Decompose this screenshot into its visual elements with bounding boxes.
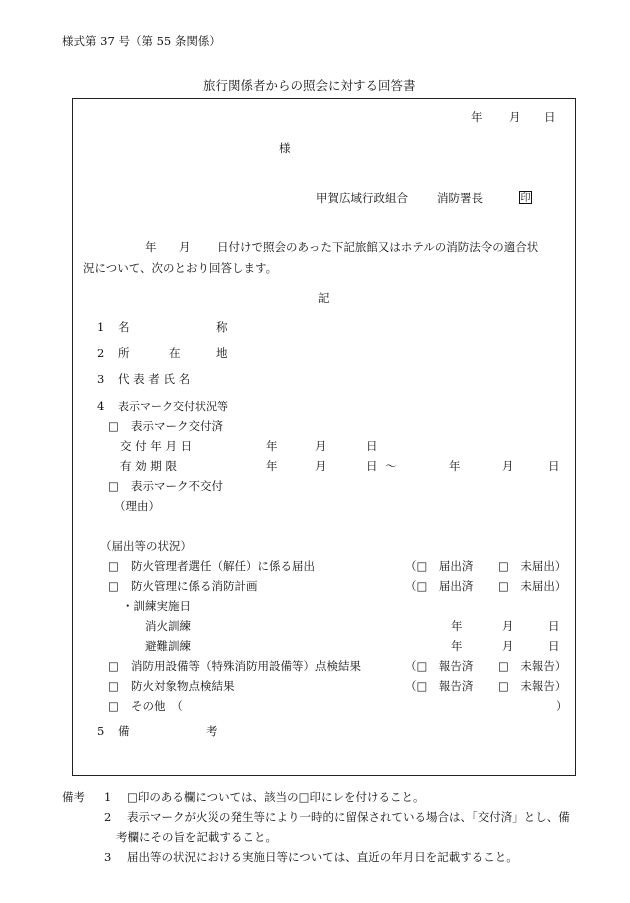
validity-end-day: 日 <box>548 459 560 473</box>
item3-label: 代 表 者 氏 名 <box>118 372 191 386</box>
sender-org: 甲賀広域行政組合 <box>316 191 408 205</box>
fire-manager-option-filed[interactable]: （□ 届出済 <box>405 559 474 573</box>
fire-drill-month: 月 <box>502 619 514 633</box>
validity-start-month: 月 <box>315 459 327 473</box>
other-close-paren: ） <box>556 699 568 713</box>
issue-date-year: 年 <box>266 439 278 453</box>
validity-label: 有 効 期 限 <box>120 459 177 473</box>
fire-manager-label: 防火管理者選任（解任）に係る届出 <box>131 559 315 573</box>
fire-plan-option-not-filed[interactable]: □ 未届出） <box>498 579 567 593</box>
building-check-option-reported[interactable]: （□ 報告済 <box>405 679 474 693</box>
validity-tilde: ～ <box>385 459 397 473</box>
fire-drill-year: 年 <box>451 619 463 633</box>
evac-drill-month: 月 <box>502 639 514 653</box>
notes-label: 備考 <box>62 790 85 804</box>
validity-end-year: 年 <box>449 459 461 473</box>
not-issued-label: 表示マーク不交付 <box>131 479 223 493</box>
fire-plan-option-filed[interactable]: （□ 届出済 <box>405 579 474 593</box>
fire-manager-option-not-filed[interactable]: □ 未届出） <box>498 559 567 573</box>
document-title: 旅行関係者からの照会に対する回答書 <box>203 78 416 93</box>
date-month: 月 <box>509 110 521 124</box>
equipment-check-option-reported[interactable]: （□ 報告済 <box>405 659 474 673</box>
building-check-checkbox[interactable]: □ <box>108 679 119 693</box>
item1-label-title: 称 <box>216 320 228 334</box>
item5-label-c1: 備 <box>118 724 130 738</box>
date-day: 日 <box>544 110 556 124</box>
not-issued-checkbox[interactable]: □ <box>108 479 119 493</box>
note1-number: 1 <box>104 790 112 804</box>
item5-label-c2: 考 <box>206 724 218 738</box>
form-number: 様式第 37 号（第 55 条関係） <box>62 34 221 48</box>
item4-number: 4 <box>97 399 105 413</box>
item4-label: 表示マーク交付状況等 <box>118 400 228 413</box>
equipment-check-checkbox[interactable]: □ <box>108 659 119 673</box>
equipment-check-label: 消防用設備等（特殊消防用設備等）点検結果 <box>131 659 361 673</box>
building-check-label: 防火対象物点検結果 <box>131 679 235 693</box>
validity-end-month: 月 <box>502 459 514 473</box>
ki-heading: 記 <box>318 291 330 305</box>
note2-line-2: 考欄にその旨を記載すること。 <box>116 830 277 844</box>
fire-plan-label: 防火管理に係る消防計画 <box>131 579 258 593</box>
item2-label-c2: 在 <box>169 346 181 360</box>
intro-line-1: 日付けで照会のあった下記旅館又はホテルの消防法令の適合状 <box>217 240 539 254</box>
sender-title: 消防署長 <box>437 191 483 205</box>
item2-label-c1: 所 <box>118 346 130 360</box>
evac-drill-label: 避難訓練 <box>145 639 191 653</box>
note1-text: □印のある欄については、該当の□印にレを付けること。 <box>127 790 425 804</box>
item5-number: 5 <box>97 724 105 738</box>
item2-label-c3: 地 <box>216 346 228 360</box>
addressee-suffix: 様 <box>279 141 291 155</box>
issue-date-day: 日 <box>366 439 378 453</box>
fire-drill-day: 日 <box>548 619 560 633</box>
other-checkbox[interactable]: □ <box>108 699 119 713</box>
intro-month: 月 <box>179 240 191 254</box>
date-year: 年 <box>471 110 483 124</box>
intro-line-2: 況について、次のとおり回答します。 <box>83 261 278 275</box>
other-label: その他 （ <box>131 699 183 713</box>
note2-number: 2 <box>104 810 112 824</box>
evac-drill-day: 日 <box>548 639 560 653</box>
note3-text: 届出等の状況における実施日等については、直近の年月日を記載すること。 <box>127 850 518 864</box>
fire-manager-checkbox[interactable]: □ <box>108 559 119 573</box>
seal-mark: 印 <box>520 193 531 204</box>
issued-checkbox[interactable]: □ <box>108 419 119 433</box>
validity-start-day: 日 <box>366 459 378 473</box>
intro-year: 年 <box>145 240 157 254</box>
item1-label-name: 名 <box>118 320 130 334</box>
training-label: ・訓練実施日 <box>122 599 191 613</box>
note2-line-1: 表示マークが火災の発生等により一時的に留保されている場合は、「交付済」とし、備 <box>127 810 570 824</box>
item1-number: 1 <box>97 320 105 334</box>
issue-date-month: 月 <box>315 439 327 453</box>
note3-number: 3 <box>104 850 112 864</box>
reason-label: （理由） <box>114 499 160 513</box>
equipment-check-option-not-reported[interactable]: □ 未報告） <box>498 659 567 673</box>
item2-number: 2 <box>97 346 105 360</box>
item3-number: 3 <box>97 372 105 386</box>
fire-plan-checkbox[interactable]: □ <box>108 579 119 593</box>
evac-drill-year: 年 <box>451 639 463 653</box>
fire-drill-label: 消火訓練 <box>145 619 191 633</box>
notification-section-label: （届出等の状況） <box>100 539 192 553</box>
issue-date-label: 交 付 年 月 日 <box>120 439 193 453</box>
validity-start-year: 年 <box>266 459 278 473</box>
issued-label: 表示マーク交付済 <box>131 419 223 433</box>
building-check-option-not-reported[interactable]: □ 未報告） <box>498 679 567 693</box>
